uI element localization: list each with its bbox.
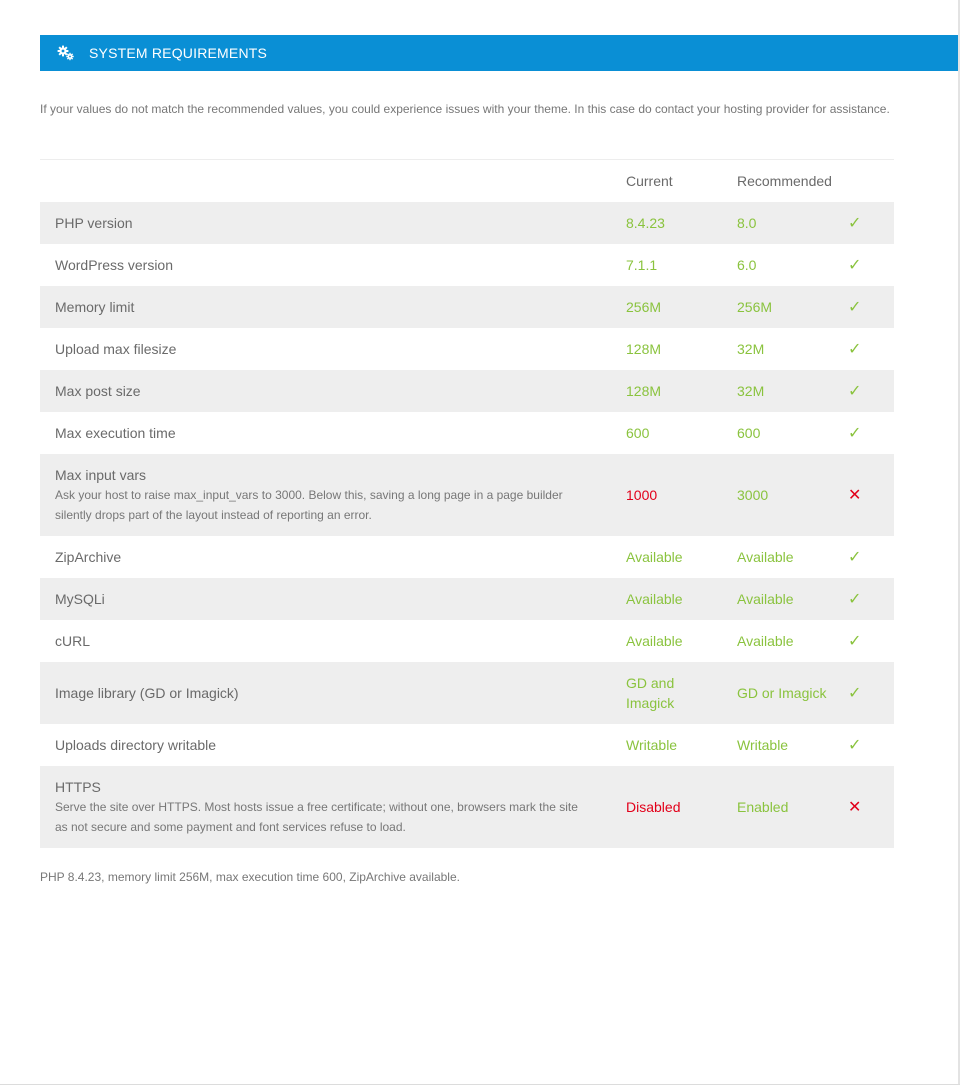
current-value: 1000 (626, 487, 658, 503)
current-value: 256M (626, 299, 662, 315)
table-row (40, 244, 894, 286)
requirement-name: PHP version (55, 215, 133, 231)
cross-icon: ✕ (848, 799, 862, 816)
check-icon: ✓ (848, 737, 862, 754)
requirement-name: Upload max filesize (55, 341, 177, 357)
recommended-value: GD or Imagick (737, 685, 827, 701)
current-value: 8.4.23 (626, 215, 665, 231)
recommended-value: Available (737, 549, 794, 565)
check-icon: ✓ (848, 215, 862, 232)
requirement-cell (40, 578, 611, 620)
requirement-cell (40, 202, 611, 244)
recommended-value: 256M (737, 299, 773, 315)
current-value: Writable (626, 737, 678, 753)
requirement-cell (40, 244, 611, 286)
table-row (40, 662, 894, 724)
current-value: 128M (626, 341, 662, 357)
requirement-cell (40, 724, 611, 766)
section-title: SYSTEM REQUIREMENTS (89, 45, 268, 61)
requirement-name: Uploads directory writable (55, 737, 217, 753)
requirement-name: Image library (GD or Imagick) (55, 685, 239, 701)
column-header-current: Current (626, 173, 673, 189)
check-icon: ✓ (848, 685, 862, 702)
current-value: Available (626, 633, 683, 649)
requirement-cell (40, 370, 611, 412)
recommended-value: Available (737, 591, 794, 607)
requirement-name: cURL (55, 633, 91, 649)
requirements-table (40, 160, 894, 848)
table-row (40, 328, 894, 370)
column-header-recommended: Recommended (737, 173, 832, 189)
requirement-cell (40, 412, 611, 454)
requirement-cell (40, 662, 611, 724)
intro-text: If your values do not match the recommended values, you could experience issues with your theme. In this case do contact your hosting provider for assistance. (40, 102, 890, 116)
check-icon: ✓ (848, 425, 862, 442)
requirement-name: WordPress version (55, 257, 174, 273)
requirement-name: HTTPS (55, 779, 101, 795)
requirement-cell (40, 454, 611, 536)
check-icon: ✓ (848, 383, 862, 400)
requirement-note: Serve the site over HTTPS. Most hosts issue a free certificate; without one, browsers mark the site as not secure and some payment and font services refuse to load. (55, 800, 578, 834)
table-row (40, 724, 894, 766)
table-header-row (40, 160, 894, 202)
column-header-requirement (40, 160, 611, 202)
check-icon: ✓ (848, 341, 862, 358)
summary-text: PHP 8.4.23, memory limit 256M, max execution time 600, ZipArchive available. (40, 870, 460, 884)
requirement-name: Max input vars (55, 467, 147, 483)
recommended-value: 3000 (737, 487, 769, 503)
current-value: Disabled (626, 799, 681, 815)
requirement-name: Max post size (55, 383, 141, 399)
section-header (40, 35, 958, 71)
requirements-body (40, 202, 894, 848)
current-value: 128M (626, 383, 662, 399)
requirement-note: Ask your host to raise max_input_vars to 3000. Below this, saving a long page in a page builder silently drops part of the layout instead of reporting an error. (55, 488, 563, 522)
requirement-cell (40, 766, 611, 848)
cross-icon: ✕ (848, 487, 862, 504)
check-icon: ✓ (848, 591, 862, 608)
requirement-name: Memory limit (55, 299, 135, 315)
requirement-name: Max execution time (55, 425, 176, 441)
table-row (40, 202, 894, 244)
recommended-value: Available (737, 633, 794, 649)
recommended-value: 32M (737, 383, 765, 399)
requirement-cell (40, 620, 611, 662)
check-icon: ✓ (848, 633, 862, 650)
current-value: 7.1.1 (626, 257, 658, 273)
requirement-cell (40, 286, 611, 328)
gears-icon (57, 45, 75, 61)
check-icon: ✓ (848, 257, 862, 274)
recommended-value: 32M (737, 341, 765, 357)
recommended-value: 6.0 (737, 257, 757, 273)
requirement-name: MySQLi (55, 591, 105, 607)
current-value: Available (626, 591, 683, 607)
check-icon: ✓ (848, 549, 862, 566)
current-value: GD and Imagick (626, 675, 675, 711)
check-icon: ✓ (848, 299, 862, 316)
table-row (40, 536, 894, 578)
requirement-cell (40, 328, 611, 370)
table-row (40, 620, 894, 662)
table-row (40, 766, 894, 848)
current-value: Available (626, 549, 683, 565)
recommended-value: 600 (737, 425, 761, 441)
current-value: 600 (626, 425, 650, 441)
column-header-status (840, 160, 894, 202)
table-row (40, 578, 894, 620)
recommended-value: Enabled (737, 799, 789, 815)
table-row (40, 454, 894, 536)
recommended-value: 8.0 (737, 215, 757, 231)
table-row (40, 370, 894, 412)
recommended-value: Writable (737, 737, 789, 753)
table-row (40, 412, 894, 454)
requirement-name: ZipArchive (55, 549, 122, 565)
table-row (40, 286, 894, 328)
requirement-cell (40, 536, 611, 578)
